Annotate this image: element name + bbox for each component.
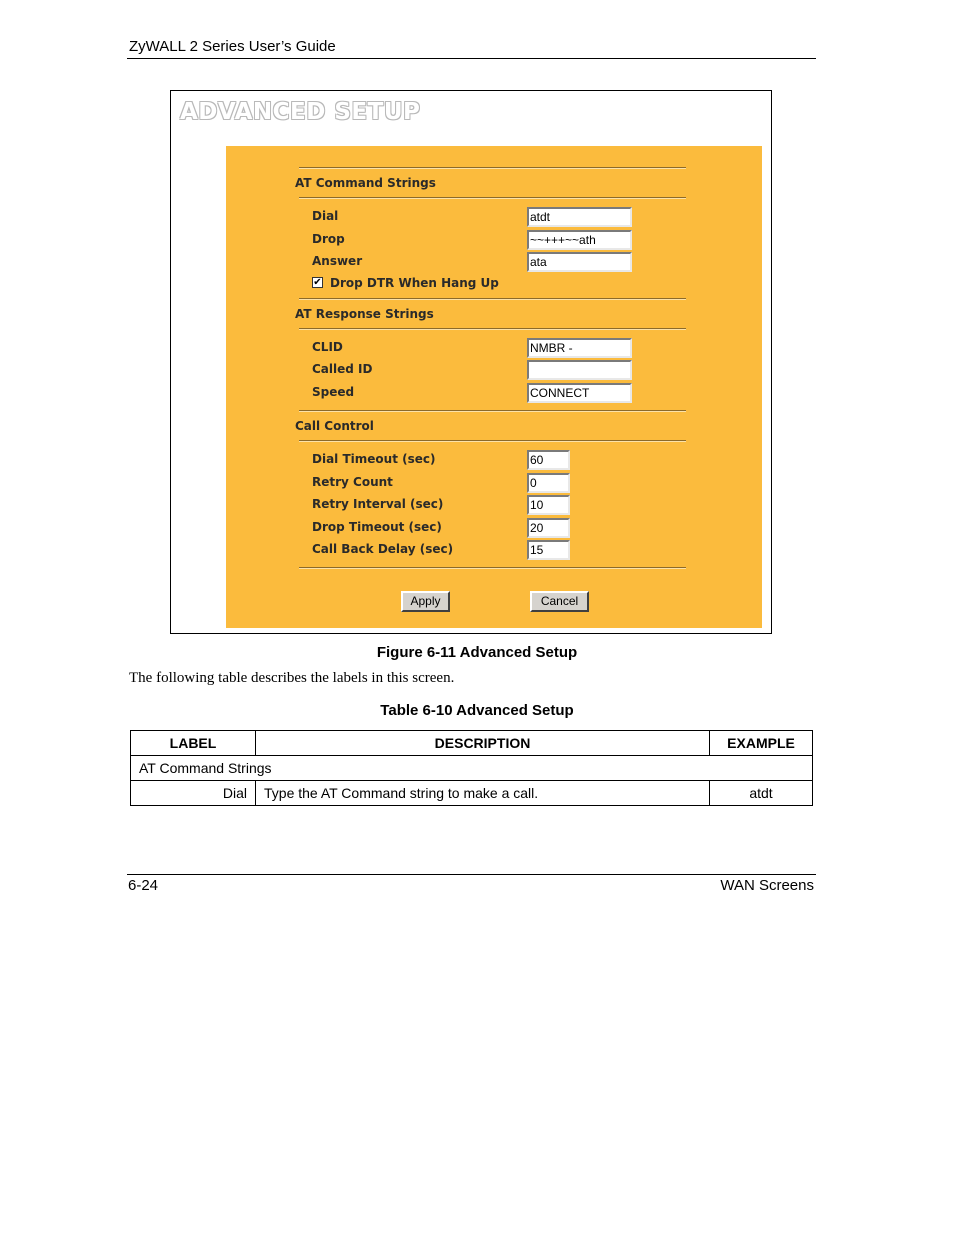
column-header-example: EXAMPLE bbox=[710, 731, 813, 756]
called-id-label: Called ID bbox=[312, 362, 373, 376]
section-title-call-control: Call Control bbox=[295, 419, 374, 433]
clid-input[interactable]: NMBR - bbox=[527, 338, 632, 358]
called-id-input[interactable] bbox=[527, 360, 632, 380]
drop-timeout-label: Drop Timeout (sec) bbox=[312, 520, 442, 534]
table-caption: Table 6-10 Advanced Setup bbox=[380, 702, 574, 719]
example-cell: atdt bbox=[710, 781, 813, 806]
speed-label: Speed bbox=[312, 385, 355, 399]
separator bbox=[299, 440, 686, 442]
dial-label: Dial bbox=[312, 209, 339, 223]
screen-title: ADVANCED SETUP bbox=[180, 99, 421, 125]
dial-input[interactable]: atdt bbox=[527, 207, 632, 227]
retry-interval-input[interactable]: 10 bbox=[527, 495, 570, 515]
retry-interval-label: Retry Interval (sec) bbox=[312, 497, 444, 511]
drop-input[interactable]: ~~+++~~ath bbox=[527, 230, 632, 250]
clid-label: CLID bbox=[312, 340, 343, 354]
footer-section: WAN Screens bbox=[720, 877, 814, 894]
column-header-description: DESCRIPTION bbox=[256, 731, 710, 756]
dial-timeout-label: Dial Timeout (sec) bbox=[312, 452, 436, 466]
advanced-setup-panel bbox=[226, 146, 762, 628]
apply-button[interactable]: Apply bbox=[401, 591, 450, 612]
section-title-at-command-strings: AT Command Strings bbox=[295, 176, 436, 190]
table-section-row bbox=[131, 756, 813, 781]
drop-timeout-input[interactable]: 20 bbox=[527, 518, 570, 538]
drop-label: Drop bbox=[312, 232, 345, 246]
separator bbox=[299, 197, 686, 199]
screenshot-figure bbox=[170, 90, 772, 634]
section-cell: AT Command Strings bbox=[131, 756, 813, 781]
header-rule bbox=[127, 58, 816, 59]
running-header-title: ZyWALL 2 Series User’s Guide bbox=[129, 38, 336, 55]
footer-rule bbox=[127, 874, 816, 875]
answer-label: Answer bbox=[312, 254, 363, 268]
table-row bbox=[131, 781, 813, 806]
call-back-delay-input[interactable]: 15 bbox=[527, 540, 570, 560]
separator bbox=[299, 567, 686, 569]
column-header-label: LABEL bbox=[131, 731, 256, 756]
body-paragraph: The following table describes the labels in this screen. bbox=[129, 670, 455, 686]
answer-input[interactable]: ata bbox=[527, 252, 632, 272]
retry-count-label: Retry Count bbox=[312, 475, 393, 489]
dial-timeout-input[interactable]: 60 bbox=[527, 450, 570, 470]
separator bbox=[299, 167, 686, 169]
description-cell: Type the AT Command string to make a call. bbox=[256, 781, 710, 806]
retry-count-input[interactable]: 0 bbox=[527, 473, 570, 493]
separator bbox=[299, 328, 686, 330]
section-title-at-response-strings: AT Response Strings bbox=[295, 307, 434, 321]
speed-input[interactable]: CONNECT bbox=[527, 383, 632, 403]
figure-caption: Figure 6-11 Advanced Setup bbox=[376, 644, 578, 661]
table-header-row bbox=[131, 731, 813, 756]
separator bbox=[299, 410, 686, 412]
label-cell: Dial bbox=[131, 781, 256, 806]
drop-dtr-label: Drop DTR When Hang Up bbox=[330, 276, 499, 290]
page-number: 6-24 bbox=[128, 877, 159, 894]
cancel-button[interactable]: Cancel bbox=[530, 591, 589, 612]
separator bbox=[299, 298, 686, 300]
description-table bbox=[130, 730, 813, 806]
call-back-delay-label: Call Back Delay (sec) bbox=[312, 542, 454, 556]
drop-dtr-checkbox[interactable]: ✔ bbox=[313, 277, 322, 288]
